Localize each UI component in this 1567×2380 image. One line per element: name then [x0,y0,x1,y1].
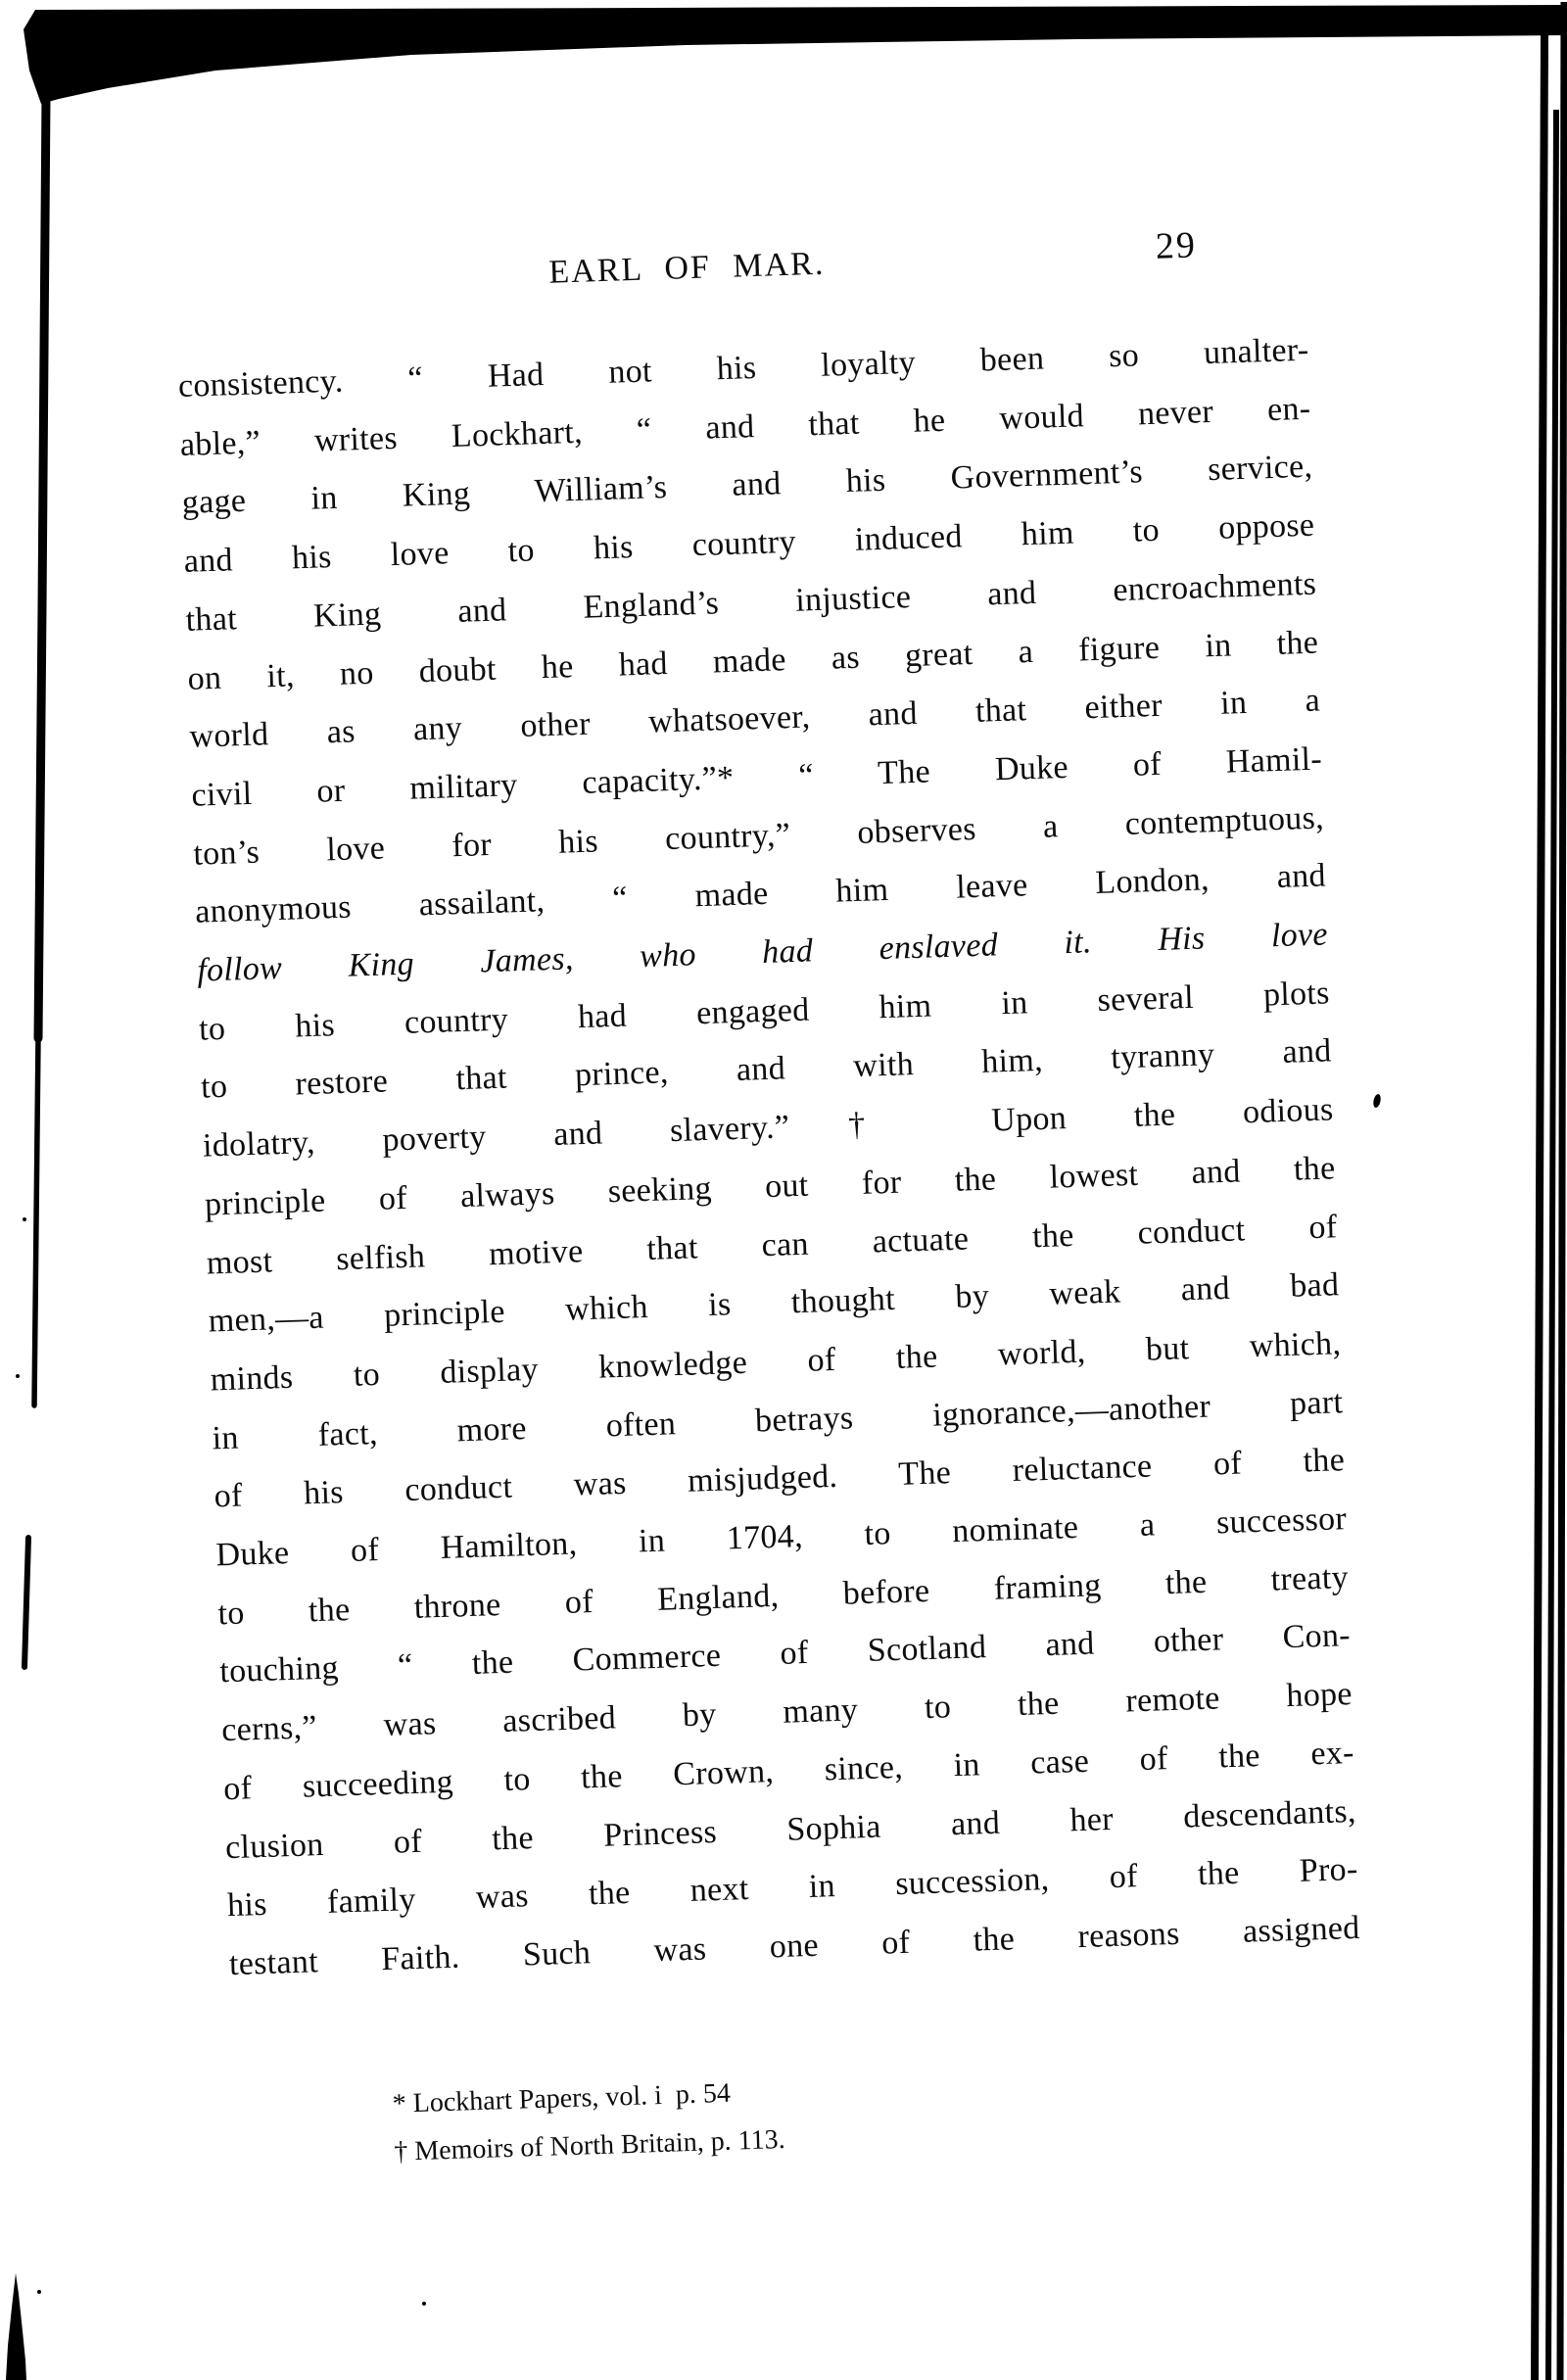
footnote-line: * Lockhart Papers, vol. i p. 54 [392,2077,732,2119]
text-line: to his country had engaged him in several plots [198,975,1331,1048]
text-line: principle of always seeking out for the lowest and the [204,1150,1336,1223]
body-text [177,321,1360,1994]
text-line: ton’s love for his country,” observes a contemptuous, [192,799,1325,873]
text-line: of his conduct was misjudged. The reluctance of the [214,1442,1346,1515]
text-line: follow King James, who had enslaved it. His love [196,916,1329,989]
text-line: to restore that prince, and with him, tyranny and [200,1032,1333,1107]
text-line: world as any other whatsoever, and that either in a [188,682,1321,756]
gutter-shadow-mid [34,1038,38,1405]
right-edge-bar-2 [1548,110,1556,2380]
text-line: Duke of Hamilton, in 1704, to nominate a successor [214,1500,1348,1574]
text-line: gage in King William’s and his Government’s service, [181,449,1313,522]
text-line: testant Faith. Such was one of the reasons assigned [228,1909,1361,1983]
top-edge-shadow [24,5,1567,104]
text-line: clusion of the Princess Sophia and her descendants, [224,1792,1357,1866]
text-line: idolatry, poverty and slavery.”† Upon the odious [202,1091,1335,1165]
speck-1 [422,2302,426,2306]
text-line: of succeeding to the Crown, since, in case of the ex- [222,1734,1355,1808]
text-line: most selfish motive that can actuate the conduct of [206,1208,1338,1282]
text-line: civil or military capacity.”* “ The Duke of Hamil- [190,740,1323,814]
text-line: touching “ the Commerce of Scotland and other Con- [218,1617,1352,1690]
text-line: and his love to his country induced him to oppose [183,506,1315,580]
text-line: cerns,” was ascribed by many to the remote hope [220,1676,1353,1749]
speck-2 [37,2290,41,2294]
text-line: in fact, more often betrays ignorance,—another part [212,1383,1344,1457]
gutter-shadow-upper [38,96,46,1038]
speck-3 [23,1217,26,1221]
text-line: men,—a principle which is thought by weak and bad [208,1266,1340,1340]
text-line: on it, no doubt he had made as great a figure in the [187,624,1319,697]
text-line: anonymous assailant, “ made him leave London, and [194,857,1327,931]
page-number: 29 [1155,224,1198,267]
page-text-block [174,224,1367,2181]
text-line: minds to display knowledge of the world, but which, [210,1325,1342,1399]
right-edge-bar-3 [1560,2,1564,2380]
text-line: consistency. “ Had not his loyalty been so unalter- [177,331,1309,405]
speck-quote-mark [1372,1093,1382,1108]
text-line: to the throne of England, before framing the treaty [216,1558,1350,1633]
text-line: able,” writes Lockhart, “ and that he would never en- [179,390,1311,463]
text-line: his family was the next in succession, of the Pro- [226,1851,1359,1925]
running-header: EARL OF MAR. [547,245,826,291]
right-edge-bar-1 [1535,35,1544,2380]
text-line: that King and England’s injustice and encroachments [185,565,1317,639]
speck-4 [16,1374,20,1378]
gutter-shadow-lower [24,1538,28,1667]
footnote-line: † Memoirs of North Britain, p. 113. [393,2123,786,2167]
bottom-left-blob [6,2273,26,2380]
